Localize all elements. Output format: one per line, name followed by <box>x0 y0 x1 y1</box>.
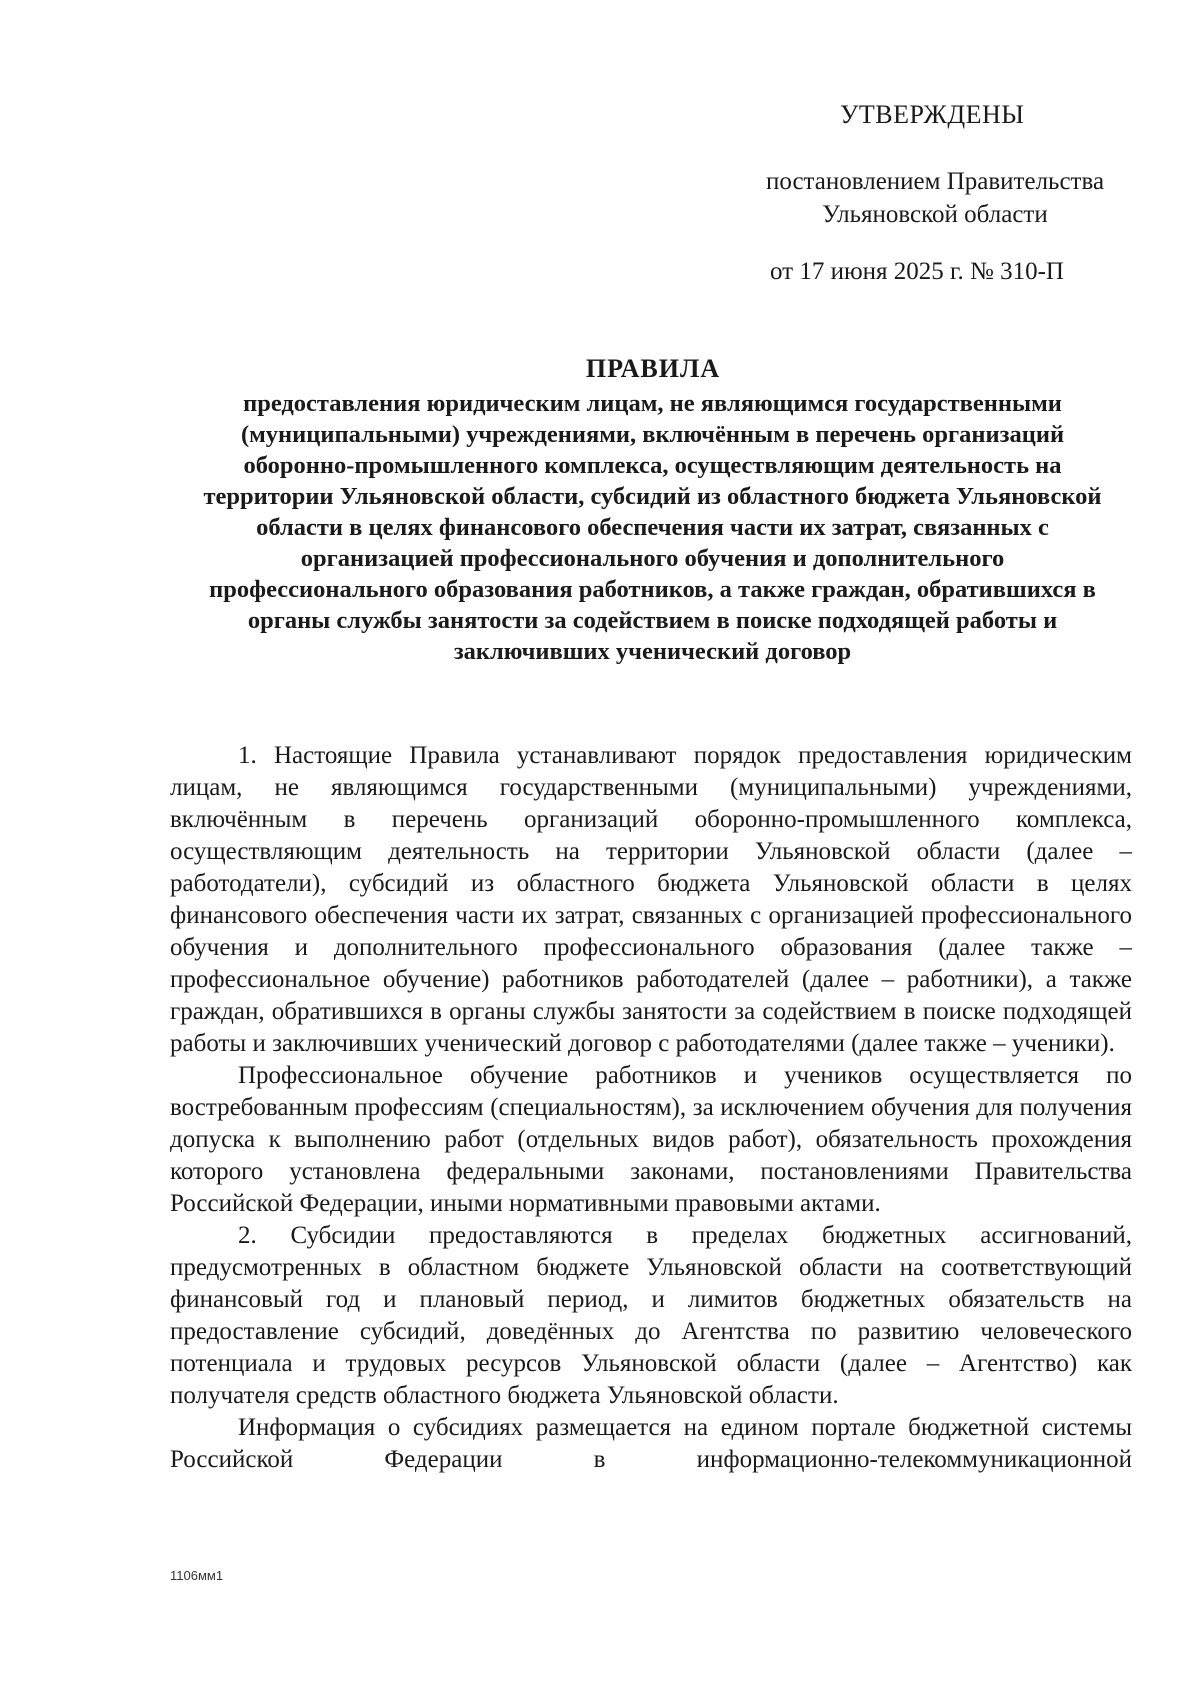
paragraph-4: Информация о субсидиях размещается на едином портале бюджетной системы Российской Федерации в информационно-телекоммуникационной <box>170 1414 1132 1473</box>
footer-document-code: 1106мм1 <box>170 1568 224 1583</box>
paragraph-1: 1. Настоящие Правила устанавливают порядок предоставления юридическим лицам, не являющимся государственными (муниципальными) учреждениями, включённым в перечень организаций оборонно-промышленного комплекса, осуществляющим деятельность на территории Ульяновской области (далее – работодатели), субсидий из областного бюджета Ульяновской области в целях финансового обеспечения части их затрат, связанных с организацией профессионального обучения и дополнительного профессионального образования (далее также – профессиональное обучение) работников работодателей (далее – работники), а также граждан, обратившихся в органы службы занятости за содействием в поиске подходящей работы и заключивших ученический договор с работодателями (далее также – ученики). <box>170 742 1132 1057</box>
approval-date: от 17 июня 2025 г. № 310-П <box>770 258 1064 285</box>
approval-authority-line-1: постановлением Правительства <box>765 168 1105 195</box>
approval-title: УТВЕРЖДЕНЫ <box>840 100 1025 129</box>
document-body <box>170 740 1132 1476</box>
rules-subtitle: предоставления юридическим лицам, не являющимся государственными (муниципальными) учреждениями, включённым в перечень организаций оборонно-промышленного комплекса, осуществляющим деятельность на территории Ульяновской области, субсидий из областного бюджета Ульяновской области в целях финансового обеспечения части их затрат, связанных с организацией профессионального обучения и дополнительного профессионального образования работников, а также граждан, обратившихся в органы службы занятости за содействием в поиске подходящей работы и заключивших ученический договор <box>203 390 1102 665</box>
paragraph-2: Профессиональное обучение работников и учеников осуществляется по востребованным профессиям (специальностям), за исключением обучения для получения допуска к выполнению работ (отдельных видов работ), обязательность прохождения которого установлена федеральными законами, постановлениями Правительства Российской Федерации, иными нормативными правовыми актами. <box>170 1062 1132 1217</box>
approval-authority-line-2: Ульяновской области <box>822 201 1048 228</box>
paragraph-3: 2. Субсидии предоставляются в пределах бюджетных ассигнований, предусмотренных в областном бюджете Ульяновской области на соответствующий финансовый год и плановый период, и лимитов бюджетных обязательств на предоставление субсидий, доведённых до Агентства по развитию человеческого потенциала и трудовых ресурсов Ульяновской области (далее – Агентство) как получателя средств областного бюджета Ульяновской области. <box>170 1222 1132 1409</box>
rules-title: ПРАВИЛА <box>585 354 721 383</box>
approval-authority <box>740 165 1130 231</box>
